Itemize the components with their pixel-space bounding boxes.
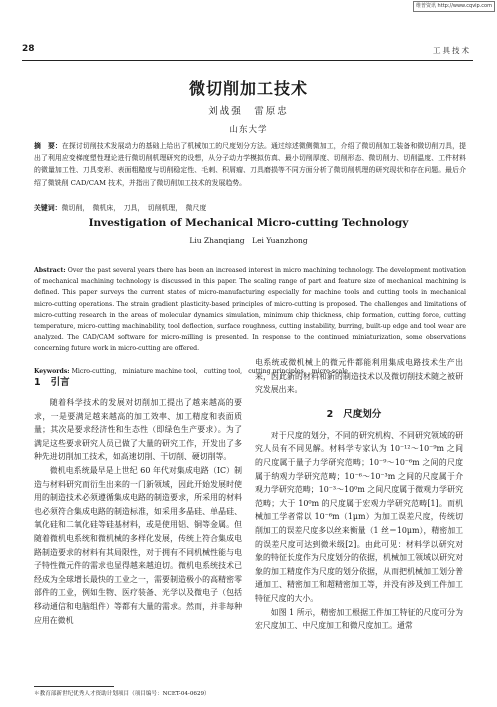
authors-en: Liu Zhanqiang Lei Yuanzhong: [189, 236, 308, 245]
footnote-rule: [34, 686, 114, 687]
abstract-cn-label: 摘 要：: [34, 142, 62, 150]
section-1-paragraph: 微机电系统最早是上世纪 60 年代对集成电路（IC）制造与材料研究而衍生出来的一门新领域，因此开始发展时使用的制造技术必须遵循集成电路的制造要求，所采用的材料也必须符合集成电路的制造标准，如采用多晶硅、单晶硅、氧化硅和二氧化硅等硅基材料，或是使用铝、铜等金属。但随着微机电系统和微机械的多样化发展，传统上符合集成电路制造要求的材料有其局限性，对于拥有不同机械性能与电子特性微元件的需求也显得越来越迫切。微机电系统技术已经成为全球增长最快的工业之一，需要制造极小的高精密零部件的工业，例如生物、医疗装备、光学以及微电子（包括移动通信和电脑组件）等都有大量的需求。然而，并非每种应用在微机: [34, 465, 242, 625]
section-2-number: 2: [326, 408, 334, 420]
article-title-cn: 微切削加工技术: [188, 79, 308, 98]
section-1-heading: [34, 374, 242, 388]
section-1-number: 1: [34, 377, 41, 388]
section-1-title: 引言: [50, 377, 70, 388]
article-title-en: Investigation of Mechanical Micro-cutting Technology: [88, 217, 409, 229]
footnote: ＊教育部新世纪优秀人才资助计划项目（项目编号：NCET-04-0629）: [34, 691, 210, 697]
keywords-en-label: Keywords:: [34, 368, 70, 375]
abstract-en: [34, 265, 466, 355]
section-2-title: 尺度划分: [343, 408, 382, 420]
section-1-paragraph: 随着科学技术的发展对切削加工提出了越来越高的要求，一是要满足越来越高的加工效率、加工精度和表面质量；其次是要求经济性和生态性（即绿色生产要求）。为了满足这些要求研究人员已做了大量的研究工作，开发出了多种先进切削加工技术，如高速切削、干切削、硬切削等。: [34, 398, 242, 462]
affiliation-cn: 山东大学: [229, 125, 268, 135]
page-number: 28: [22, 44, 35, 54]
watermark-stamp: 维普资讯 http://www.cqvip.com: [413, 1, 495, 12]
continued-paragraph: 电系统或微机械上的微元件都能利用集成电路技术生产出来，因此新的材料和新的制造技术以及微切削技术随之被研究发展出来。: [255, 358, 463, 395]
abstract-en-text: Over the past several years there has been an increased interest in micro machining technology. The development motivation of mechanical machining technology is discussed in this paper. The scaling range of part and feature size of mechanical machining is defined. This paper surveys the current states of micro-manufacturing especially for machine tools and cutting tools in mechanical micro-cutting operations. The strain gradient plasticity-based principles of micro-cutting is proposed. The challenges and limitations of micro-cutting research in the areas of molecular dynamics simulation, minimum chip thickness, chip formation, cutting force, cutting temperature, micro-cutting machinability, tool deflection, surface roughness, cutting instability, burring, built-up edge and tool wear are analyzed. The CAD/CAM software for micro-milling is presented. In response to the continued miniaturization, some observations concerning future work in micro-cutting are offered.: [34, 267, 466, 353]
keywords-en-text: Micro-cutting, miniature machine tool, cutting tool, cutting principles, micro-scale: [71, 368, 348, 375]
authors-cn: 刘战强 雷原忠: [208, 106, 289, 117]
keywords-cn-text: 微切削， 微机床， 刀具， 切削机理， 微尺度: [61, 204, 207, 212]
abstract-cn: [34, 140, 466, 189]
keywords-cn-label: 关键词：: [34, 204, 62, 212]
section-2-heading: [255, 406, 463, 420]
left-column: [34, 374, 242, 627]
keywords-cn: [34, 202, 466, 212]
journal-name: 工具技术: [433, 46, 471, 55]
right-column: [255, 356, 463, 633]
abstract-en-label: Abstract:: [34, 267, 66, 274]
header-rule: [22, 60, 473, 61]
abstract-cn-text: 在探讨切削技术发展动力的基础上给出了机械加工的尺度划分方法。通过综述微侧微加工，介绍了微切削加工装备和微切削刀具，提出了利用应变梯度塑性理论进行微切削机理研究的设想，从分子动力学模拟仿真、最小切削厚度、切削形态、微切削力、切削温度、工件材料的微量加工性、刀具变形、表面粗糙度与切削稳定性、毛刺、积屑瘤、刀具磨损等不同方面分析了微切削机理的研究现状和存在问题。最后介绍了微铣削 CAD/CAM 技术，并指出了微切削加工技术的发展趋势。: [34, 142, 467, 187]
section-2-paragraph: 如图 1 所示，精密加工根据工件加工特征的尺度可分为宏尺度加工、中尺度加工和微尺度加工。通常: [255, 607, 463, 631]
section-2-paragraph: 对于尺度的划分，不同的研究机构、不同研究领域的研究人员有不同见解。材料学专家认为 10⁻¹²～10⁻⁹m 之间的尺度属于量子力学研究范畴；10⁻⁹～10⁻⁶m 之间的尺度属于纳观力学研究范畴；10⁻⁶～10⁻³m 之间的尺度属于介观力学研究范畴；10⁻³～10⁰m 之间尺度属于微观力学研究范畴；大于 10⁰m 的尺度属于宏观力学研究范畴[1]。而机械加工学者常以 10⁻⁶m（1μm）为加工误差尺度，传统切削加工的误差尺度多以丝来衡量（1 丝＝10μm），精密加工的误差尺度可达到微米级[2]。由此可见：材料学以研究对象的特征长度作为尺度划分的依据，机械加工领域以研究对象的加工精度作为尺度的划分依据，从而把机械加工划分普通加工、精密加工和超精密加工等，并没有涉及到工件加工特征尺度的大小。: [255, 430, 463, 603]
